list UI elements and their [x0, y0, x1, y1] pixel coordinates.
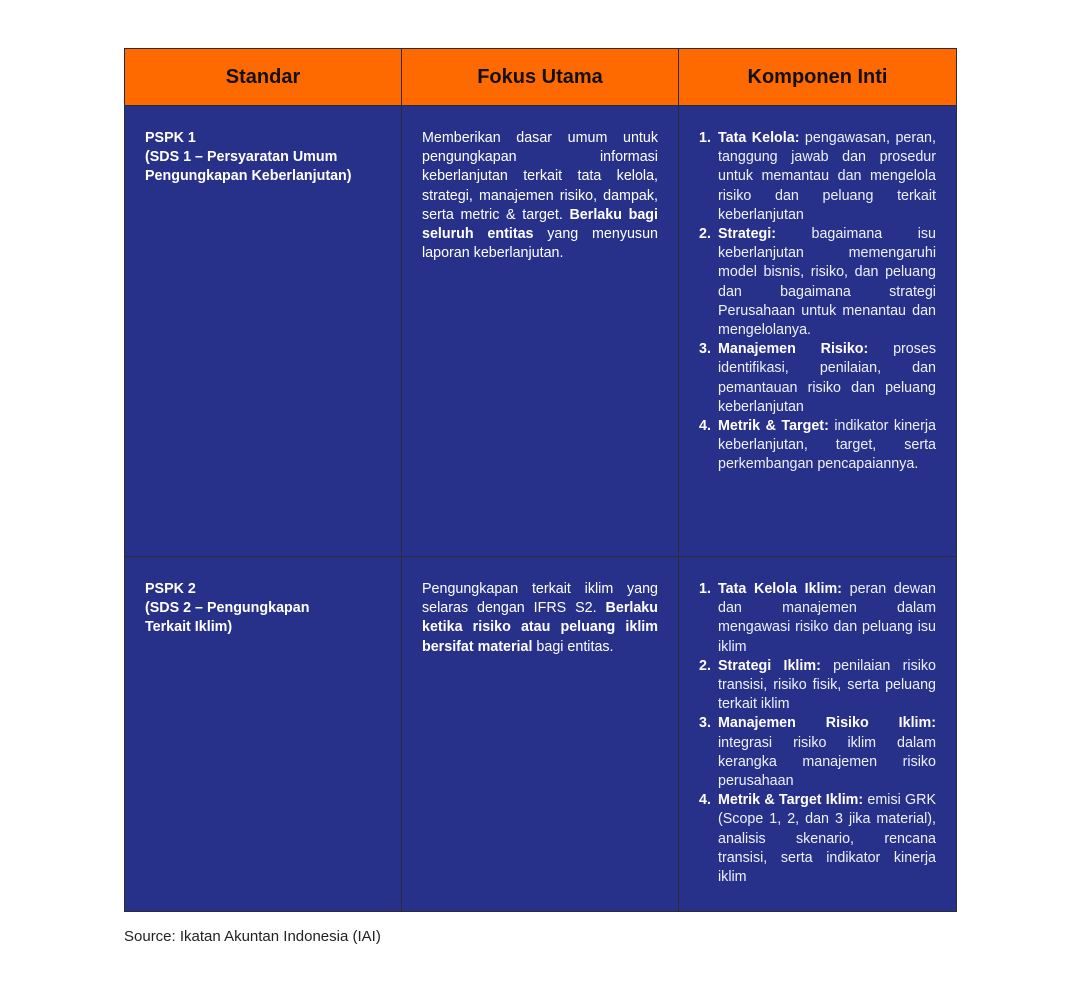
header-komponen-inti: Komponen Inti	[679, 49, 957, 106]
list-item	[699, 340, 936, 417]
komponen-desc: pengawasan, peran, tanggung jawab dan prosedur untuk memantau dan mengelola risiko dan peluang terkait keberlanjutan	[718, 130, 936, 223]
list-number: 4.	[699, 792, 711, 809]
komponen-desc: peran dewan dan manajemen dalam mengawasi risiko dan peluang isu iklim	[718, 581, 937, 655]
list-item	[699, 714, 936, 791]
fokus-text: Memberikan dasar umum untuk pengungkapan informasi keberlanjutan terkait tata kelola, strategi, manajemen risiko, dampak, serta metric & target.	[422, 130, 658, 223]
standar-name: PSPK 1	[145, 130, 196, 146]
list-item	[699, 580, 936, 657]
standar-subtitle: Pengungkapan Keberlanjutan)	[145, 168, 352, 185]
komponen-cell	[679, 557, 957, 912]
standar-cell	[125, 557, 402, 912]
list-item	[699, 129, 936, 225]
list-number: 2.	[699, 657, 711, 674]
komponen-desc: indikator kinerja keberlanjutan, target, serta perkembangan pencapaiannya.	[718, 418, 936, 473]
list-number: 1.	[699, 581, 711, 597]
komponen-list	[699, 580, 936, 887]
standar-cell	[125, 106, 402, 557]
standar-subtitle: Terkait Iklim)	[145, 619, 233, 636]
list-item	[699, 225, 936, 340]
komponen-desc: penilaian risiko transisi, risiko fisik, serta peluang terkait iklim	[718, 657, 937, 713]
table-row	[125, 557, 957, 912]
komponen-title: Strategi:	[718, 226, 776, 243]
komponen-list	[699, 129, 936, 475]
list-item	[699, 657, 936, 715]
list-number: 1.	[699, 130, 711, 146]
list-item	[699, 417, 936, 475]
fokus-bold-text: Berlaku ketika risiko atau peluang iklim bersifat material	[422, 600, 658, 655]
header-standar: Standar	[125, 49, 402, 106]
list-number: 3.	[699, 715, 711, 732]
standar-subtitle: (SDS 1 – Persyaratan Umum	[145, 149, 338, 166]
komponen-desc: proses identifikasi, penilaian, dan pemantauan risiko dan peluang keberlanjutan	[718, 341, 936, 415]
komponen-desc: integrasi risiko iklim dalam kerangka manajemen risiko perusahaan	[718, 734, 936, 790]
komponen-cell	[679, 106, 957, 557]
standar-name: PSPK 2	[145, 581, 196, 597]
komponen-desc: bagaimana isu keberlanjutan memengaruhi model bisnis, risiko, dan peluang dan bagaimana strategi Perusahaan untuk menantau dan mengelolanya.	[718, 226, 936, 339]
komponen-title: Metrik & Target:	[718, 418, 829, 435]
fokus-cell	[402, 557, 679, 912]
komponen-title: Manajemen Risiko Iklim:	[718, 715, 936, 732]
list-number: 2.	[699, 226, 711, 243]
standar-subtitle: (SDS 2 – Pengungkapan	[145, 600, 310, 617]
komponen-title: Manajemen Risiko:	[718, 341, 869, 358]
table-row	[125, 106, 957, 557]
komponen-title: Tata Kelola:	[718, 130, 800, 146]
list-item	[699, 791, 936, 887]
list-number: 4.	[699, 418, 711, 435]
standards-table	[124, 48, 957, 912]
komponen-desc: emisi GRK (Scope 1, 2, dan 3 jika material), analisis skenario, rencana transisi, serta indikator kinerja iklim	[718, 792, 936, 886]
fokus-bold-text: Berlaku bagi seluruh entitas	[422, 206, 658, 243]
fokus-text: Pengungkapan terkait iklim yang selaras dengan IFRS S2.	[422, 581, 658, 617]
komponen-title: Metrik & Target Iklim:	[718, 792, 864, 809]
fokus-text: bagi entitas.	[532, 638, 614, 655]
source-caption: Source: Ikatan Akuntan Indonesia (IAI)	[124, 928, 381, 945]
fokus-cell	[402, 106, 679, 557]
header-fokus-utama: Fokus Utama	[402, 49, 679, 106]
list-number: 3.	[699, 341, 711, 358]
komponen-title: Strategi Iklim:	[718, 657, 821, 674]
table-header-row	[125, 49, 957, 106]
komponen-title: Tata Kelola Iklim:	[718, 581, 842, 597]
fokus-text: yang menyusun laporan keberlanjutan.	[422, 226, 658, 262]
